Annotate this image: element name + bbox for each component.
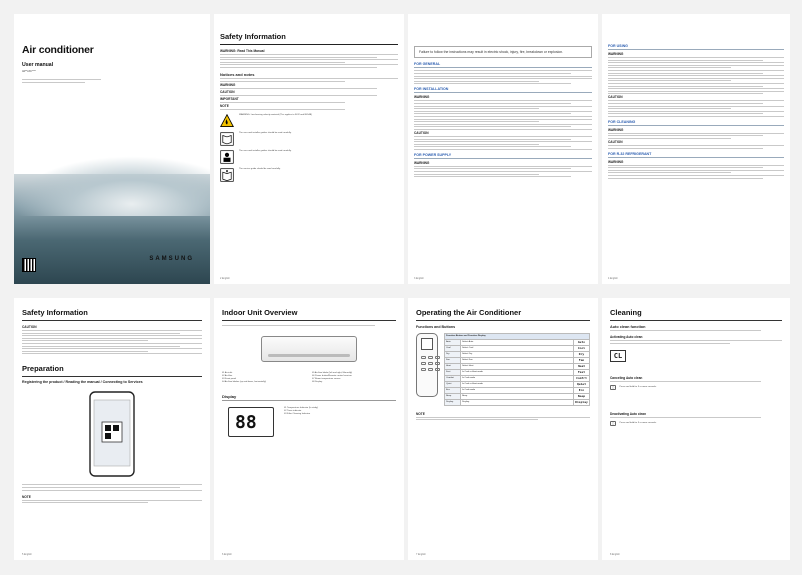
row-label: Dry (445, 351, 461, 357)
operator-icon (220, 150, 234, 164)
part-label: 02 Air filter (222, 375, 233, 377)
text-block (220, 109, 398, 110)
text-block (608, 100, 784, 117)
text-block (608, 57, 784, 94)
table-header: Function Button and Function Display (445, 334, 590, 340)
section-power-supply: FOR POWER SUPPLY (414, 153, 592, 159)
text-block (608, 145, 784, 149)
row-label: Fast (445, 369, 461, 375)
cover-text (22, 79, 112, 83)
prep-subtitle: Registering the product / Reading the manual / Connecting to Services (22, 380, 143, 385)
section-subtitle: Functions and Buttons (416, 325, 456, 329)
preparation-page (14, 298, 210, 560)
row-label: Eco (445, 387, 461, 393)
label-note: NOTE (22, 494, 31, 499)
cancel-heading: Canceling Auto clean (610, 375, 643, 380)
row-button: In Cool or Heat mode (461, 381, 574, 387)
label-important: IMPORTANT (220, 96, 239, 101)
row-label: Beep (445, 393, 461, 399)
row-display: Comfrt (574, 375, 590, 381)
text-block (610, 417, 782, 418)
row-display: Cool (574, 345, 590, 351)
operating-page (408, 298, 598, 560)
page-footer: 3 English (414, 277, 424, 280)
row-button: Beep (461, 393, 574, 399)
text-block (220, 88, 398, 89)
page-footer: 4 English (608, 277, 618, 280)
row-button: In Cool mode (461, 387, 574, 393)
row-button: Select Auto (461, 339, 574, 345)
row-display: Display (575, 400, 588, 404)
text-block (220, 54, 398, 68)
text-block (222, 325, 396, 326)
label-note: NOTE (220, 103, 229, 108)
remote-button-icon: ◯ (612, 422, 615, 425)
label-warning: WARNING (608, 159, 624, 164)
page-footer: 6 English (222, 553, 232, 556)
row-display: Heat (574, 363, 590, 369)
icon-caption: WARNING: Low burning velocity material (This applies to R-32 and R454B) (239, 113, 312, 116)
label-note: NOTE (416, 411, 425, 416)
row-button: Select Dry (461, 351, 574, 357)
row-label: Cool (445, 345, 461, 351)
cover-title: Air conditioner (22, 44, 94, 56)
remote-button (435, 362, 440, 365)
page-footer: 7 English (416, 553, 426, 556)
remote-button (428, 356, 433, 359)
table-row (445, 399, 590, 405)
activate-heading: Activating Auto clean (610, 335, 643, 339)
icon-row (220, 114, 398, 128)
icon-row (220, 168, 398, 182)
phone-image (88, 390, 136, 478)
text-block (416, 417, 590, 421)
row-display: Auto (574, 339, 590, 345)
page-footer: 5 English (22, 553, 32, 556)
clean-display: CL (610, 350, 626, 362)
row-button: In Cool mode (461, 375, 574, 381)
flammable-icon (220, 114, 234, 128)
manual-icon (220, 132, 234, 146)
indoor-unit-page (214, 298, 404, 560)
text-block (608, 133, 784, 139)
title-rule (610, 320, 782, 321)
text-block (610, 330, 782, 331)
row-label: Comfort (445, 375, 461, 381)
row-label: Quiet (445, 381, 461, 387)
text-block (22, 330, 202, 354)
page-title: Safety Information (22, 308, 88, 317)
remote-button-icon: ◯ (612, 386, 615, 389)
part-label: 04 Air flow blades (up and down, horizontally) (222, 381, 267, 383)
temp-digits: 88 (235, 411, 257, 433)
page-title: Indoor Unit Overview (222, 308, 298, 317)
text-block (220, 102, 398, 103)
display-label: 02 Timer indicator (284, 409, 302, 412)
row-display: Fan (574, 357, 590, 363)
text-block (414, 100, 592, 130)
text-block (414, 166, 592, 177)
part-label: 05 Air flow blade (left and right, Manually) (312, 372, 353, 374)
page-title: Cleaning (610, 308, 642, 317)
text-block (220, 95, 398, 96)
section-rule (222, 400, 396, 401)
text-block (22, 500, 202, 504)
label-warning: WARNING (608, 127, 624, 132)
icon-row (220, 150, 398, 164)
remote-button (421, 362, 426, 365)
row-label: Auto (445, 339, 461, 345)
section-title: Preparation (22, 364, 64, 374)
remote-button (435, 356, 440, 359)
title-rule (416, 320, 590, 321)
title-rule (22, 320, 202, 321)
row-label: Heat (445, 363, 461, 369)
label-caution: CAUTION (608, 95, 623, 100)
brand-logo: SAMSUNG (149, 256, 194, 262)
text-block (608, 165, 784, 179)
section-cleaning: FOR CLEANING (608, 120, 784, 126)
row-display: Eco (574, 387, 590, 393)
qr-code (22, 258, 36, 272)
remote-button (428, 368, 433, 371)
icon-caption: The user and installer guides should be read carefully. (239, 149, 292, 152)
label-caution: CAUTION (22, 325, 37, 329)
safety-page-2 (408, 14, 598, 284)
part-label: 03 Front panel (222, 378, 237, 380)
row-button: Select Fan (461, 357, 574, 363)
text-block (610, 381, 782, 382)
page-title: Safety Information (220, 32, 398, 45)
deactivate-heading: Deactivating Auto clean (610, 411, 647, 416)
icon-caption: The user and installer guides should be read carefully. (239, 131, 292, 134)
row-display: Beep (574, 393, 590, 399)
row-label: Fan (445, 357, 461, 363)
page-footer: 8 English (610, 553, 620, 556)
title-rule (222, 320, 396, 321)
icon-caption: The service guide should be read carefully. (239, 167, 281, 170)
row-button: Display (461, 399, 574, 405)
display-label: 01 Temperature Indicator (In stnby) (284, 406, 319, 409)
label-caution: CAUTION (414, 130, 429, 135)
section-r32: FOR R-32 REFRIGERANT (608, 152, 784, 158)
label-warning: WARNING (414, 160, 430, 165)
page-footer: 2 English (220, 277, 230, 280)
remote-control-image (416, 333, 438, 397)
remote-button (421, 356, 426, 359)
safety-page-3 (602, 14, 790, 284)
text-block (610, 340, 782, 344)
cleaning-page (602, 298, 790, 560)
indoor-unit-image (261, 336, 357, 362)
section-rule (22, 376, 202, 377)
part-label: 06 Power button/Remote control receiver (312, 375, 352, 377)
part-label: 08 Display (312, 381, 323, 383)
cover-wave-image (14, 174, 210, 284)
remote-button (428, 362, 433, 365)
page-title: Operating the Air Conditioner (416, 308, 522, 317)
service-manual-icon (220, 168, 234, 182)
label-caution: CAUTION (608, 140, 623, 145)
part-label: 07 Room temperature sensor (312, 378, 341, 380)
label-caution: CAUTION (220, 89, 235, 94)
row-display: Dry (574, 351, 590, 357)
label-warning: WARNING (608, 52, 624, 56)
safety-page-1 (214, 14, 404, 284)
display-title: Display (222, 394, 237, 399)
text-block (414, 136, 592, 150)
section-general: FOR GENERAL (414, 62, 592, 68)
icon-row (220, 132, 398, 146)
warning-heading: WARNING: Read This Manual (220, 49, 265, 53)
row-button: Select Cool (461, 345, 574, 351)
press-instruction: Press and hold for 3 or more seconds. (619, 421, 657, 424)
remote-screen (421, 338, 433, 350)
section-using: FOR USING (608, 44, 784, 50)
label-warning: WARNING (414, 95, 430, 100)
row-button: Select Heat (461, 363, 574, 369)
cover-subtitle: User manual (22, 62, 54, 68)
function-table (444, 333, 590, 406)
remote-button (435, 368, 440, 371)
cover-model: AR**AXK**** (22, 70, 36, 73)
row-display: Quiet (574, 381, 590, 387)
row-label: Display (445, 399, 461, 405)
row-display: Fast (574, 369, 590, 375)
remote-button (421, 368, 426, 371)
warning-intro: Failure to follow the instructions may result in electric shock, injury, fire, breakdown or explosion. (419, 50, 564, 54)
display-label: 03 Filter Cleaning Indicator (284, 412, 311, 415)
warning-intro-box (414, 46, 592, 58)
section-installation: FOR INSTALLATION (414, 87, 592, 93)
section-subtitle: Auto clean function (610, 325, 646, 329)
label-warning: WARNING (220, 82, 236, 87)
text-block (22, 484, 202, 490)
row-button: In Cool or Heat mode (461, 369, 574, 375)
notices-heading: Notices and notes (220, 71, 255, 77)
text-block (414, 70, 592, 84)
unit-display-image (228, 407, 274, 437)
press-instruction: Press and hold for 3 or more seconds. (619, 385, 657, 388)
part-label: 01 Air inlet (222, 372, 233, 374)
text-block (220, 78, 398, 82)
cover-page (14, 14, 210, 284)
